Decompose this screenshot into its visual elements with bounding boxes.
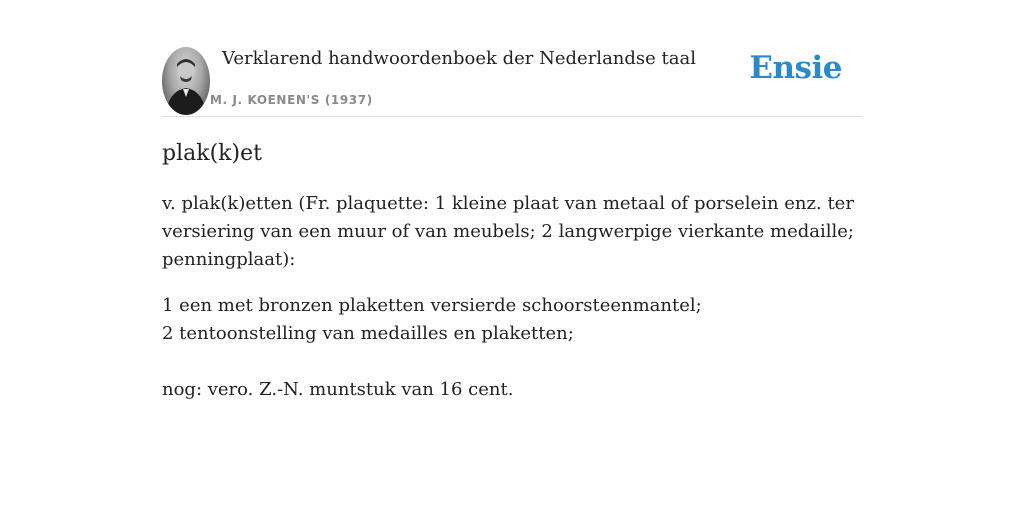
example-item: 1 een met bronzen plaketten versierde schoorsteenmantel; <box>162 295 702 316</box>
book-title: Verklarend handwoordenboek der Nederlandse taal <box>222 48 696 69</box>
entry-definition: v. plak(k)etten (Fr. plaquette: 1 kleine plaat van metaal of porselein enz. ter versiering van een muur of van meubels; 2 langwerpige vierkante medaille; penningplaat): <box>162 193 854 270</box>
example-item: 2 tentoonstelling van medailles en plaketten; <box>162 323 574 344</box>
dictionary-header <box>162 46 862 117</box>
author-portrait-icon <box>162 47 210 115</box>
dictionary-entry <box>162 136 862 404</box>
entry-note: nog: vero. Z.-N. muntstuk van 16 cent. <box>162 379 514 400</box>
book-subtitle: M. J. KOENEN'S (1937) <box>210 93 373 107</box>
entry-examples <box>162 292 862 348</box>
entry-headword: plak(k)et <box>162 141 262 166</box>
site-logo[interactable]: Ensie <box>749 50 842 86</box>
